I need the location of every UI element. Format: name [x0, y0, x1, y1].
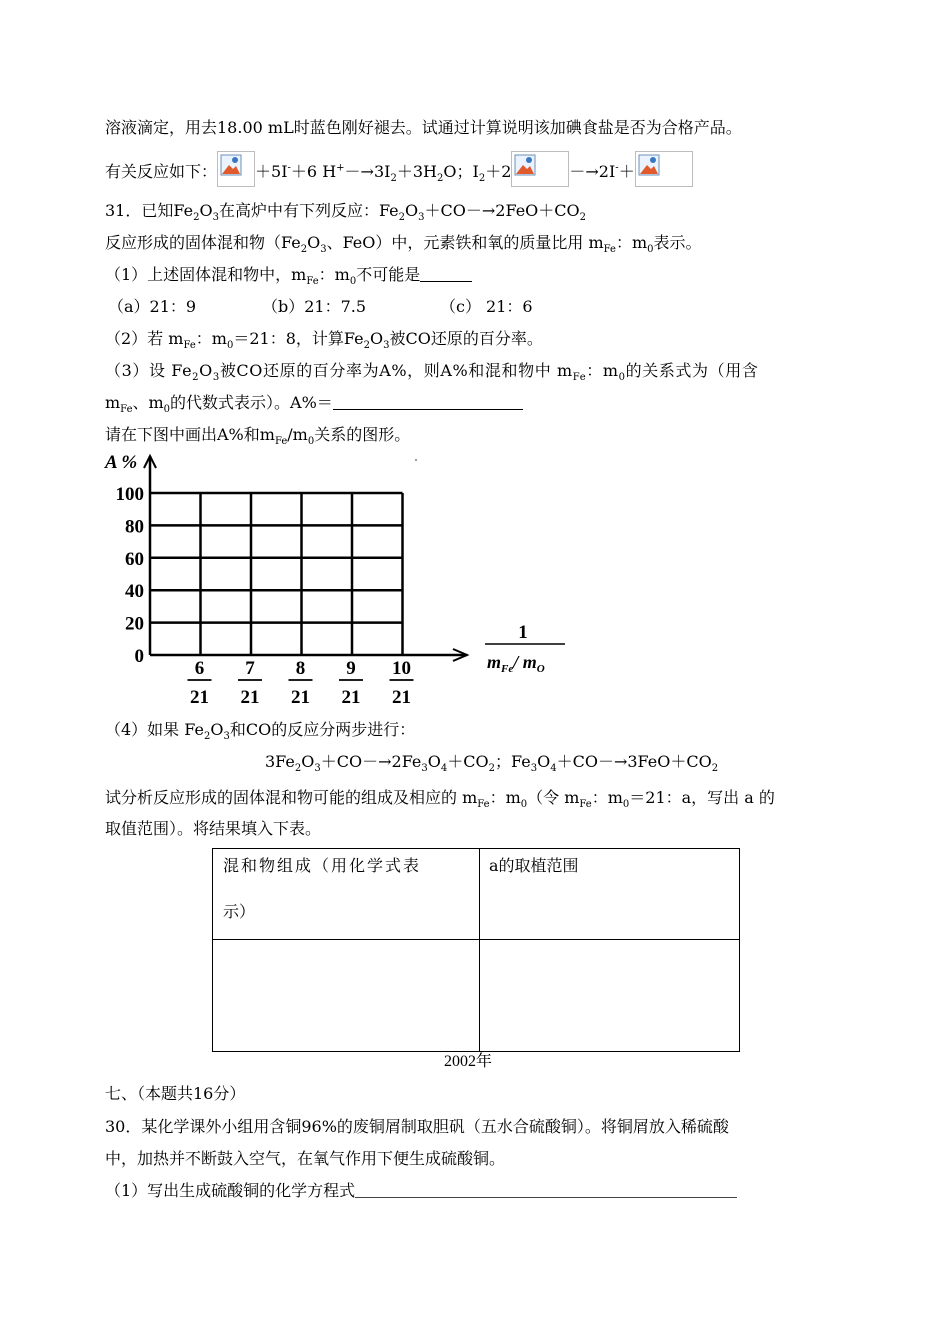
analysis-line: 试分析反应形成的固体混和物可能的组成及相应的 $m_{Fe}$：$m_0$（令 $m_{Fe}$：$m_0=21$：a，写出 a 的	[105, 788, 775, 811]
question-30-cont: 中，加热并不断鼓入空气，在氧气作用下便生成硫酸铜。	[105, 1149, 506, 1168]
grid-chart[interactable]	[95, 448, 595, 710]
question-30: 30．某化学课外小组用含铜96%的废铜屑制取胆矾（五水合硫酸铜）。将铜屑放入稀硫酸	[105, 1117, 729, 1136]
y-tick-label: 100	[115, 484, 144, 505]
x-tick-denominator: 21	[341, 687, 361, 708]
text-line: 反应形成的固体混和物（$Fe_2O_3$、FeO）中，元素铁和氧的质量比用 $m_{Fe}$：$m_0$表示。	[105, 233, 702, 256]
part-3-cont: $m_{Fe}$、$m_0$的代数式表示）。A%＝	[105, 392, 523, 414]
answer-table	[212, 848, 740, 1052]
question-31: 31．已知$Fe_2O_3$在高炉中有下列反应：$Fe_2O_3+CO-\to 2FeO+CO_2$	[105, 201, 587, 224]
section-7-heading: 七、（本题共16分）	[105, 1084, 246, 1103]
answer-blank[interactable]	[420, 265, 472, 282]
question-30-part-1: （1）写出生成硫酸铜的化学方程式	[105, 1180, 737, 1202]
y-tick-label: 0	[134, 646, 144, 667]
stray-dot	[415, 459, 417, 461]
x-axis-label-denominator: $m_{Fe}/$ $m_O$	[487, 652, 545, 675]
draw-instruction: 请在下图中画出A%和$m_{Fe}/m_0$关系的图形。	[105, 425, 411, 448]
part-2: （2）若 $m_{Fe}$：$m_0=21$：8，计算$Fe_2O_3$被CO还原的百分率。	[105, 329, 543, 352]
x-tick-denominator: 21	[291, 687, 310, 708]
grid-lines	[144, 456, 467, 661]
option-b: （b）21：7.5	[262, 297, 367, 316]
x-tick-denominator: 21	[190, 687, 209, 708]
y-tick-label: 20	[125, 613, 144, 635]
y-tick-label: 80	[125, 516, 144, 538]
x-axis-label-numerator: 1	[518, 622, 528, 643]
table-header-composition: 混和物组成（用化学式表	[223, 856, 422, 875]
y-tick-label: 60	[125, 548, 144, 570]
table-cell-range[interactable]	[480, 940, 739, 1051]
y-tick-label: 40	[125, 581, 144, 603]
x-tick-numerator: 8	[295, 658, 306, 679]
year-label: 2002年	[444, 1053, 493, 1070]
x-tick-numerator: 10	[392, 658, 411, 679]
equations-line: $3Fe_2O_3+CO-\to 2Fe_3O_4+CO_2$；$Fe_3O_4+CO-\to 3FeO+CO_2$	[265, 752, 719, 775]
broken-image-icon	[511, 151, 569, 187]
option-a: （a）21：9	[108, 297, 197, 316]
x-tick-numerator: 7	[245, 658, 255, 679]
y-axis-label: A %	[105, 452, 138, 473]
part-3: （3）设 $Fe_2O_3$被CO还原的百分率为A%，则A%和混和物中 $m_{Fe}$：$m_0$的关系式为（用含	[105, 361, 759, 384]
part-1: （1）上述固体混和物中，$m_{Fe}$：$m_0$不可能是	[105, 264, 472, 286]
table-header-range: a的取植范围	[489, 856, 579, 875]
analysis-line-2: 取值范围）。将结果填入下表。	[105, 819, 322, 838]
x-tick-denominator: 21	[392, 687, 411, 708]
text-line: 溶液滴定，用去18.00 mL时蓝色刚好褪去。试通过计算说明该加碘食盐是否为合格产品。	[105, 118, 742, 137]
part-4: （4）如果 $Fe_2O_3$和CO的反应分两步进行：	[105, 720, 416, 743]
x-tick-denominator: 21	[240, 687, 260, 708]
broken-image-icon	[635, 151, 693, 187]
option-c: （c） 21：6	[440, 297, 533, 316]
answer-blank[interactable]	[355, 1181, 737, 1198]
x-tick-numerator: 9	[346, 658, 356, 679]
table-cell-composition[interactable]	[213, 940, 479, 1051]
table-header-composition-cont: 示）	[223, 902, 256, 921]
reaction-line: 有关反应如下： ＋5I-＋6 $H^+-\to 3I_2+3H_2O$；$I_2+2$ －→2I-＋	[105, 151, 693, 187]
x-tick-numerator: 6	[194, 658, 205, 679]
answer-blank[interactable]	[333, 393, 523, 410]
broken-image-icon	[217, 151, 255, 187]
